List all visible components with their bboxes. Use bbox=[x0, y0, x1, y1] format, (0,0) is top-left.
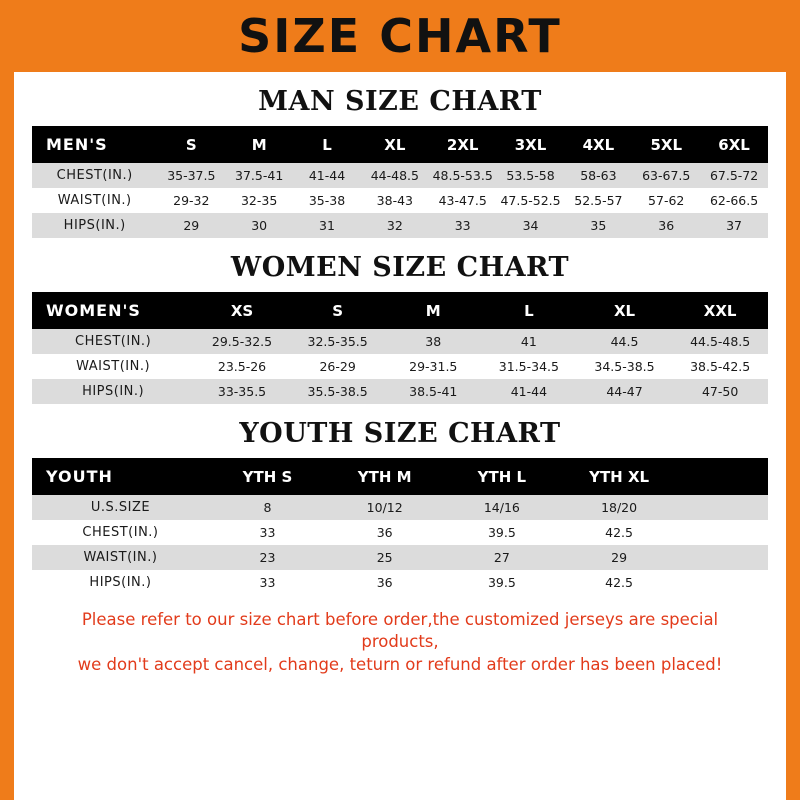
youth-chest-s: 33 bbox=[209, 520, 326, 545]
women-chest-m: 38 bbox=[385, 329, 481, 354]
women-hips-s: 35.5-38.5 bbox=[290, 379, 386, 404]
men-hips-4xl: 35 bbox=[564, 213, 632, 238]
men-table-header bbox=[32, 126, 768, 163]
men-waist-5xl: 57-62 bbox=[632, 188, 700, 213]
youth-row-label-waist: WAIST(IN.) bbox=[32, 545, 209, 570]
table-row bbox=[32, 188, 768, 213]
men-row-label-chest: CHEST(IN.) bbox=[32, 163, 157, 188]
women-chest-xxl: 44.5-48.5 bbox=[672, 329, 768, 354]
men-chest-2xl: 48.5-53.5 bbox=[429, 163, 497, 188]
table-row bbox=[32, 163, 768, 188]
women-waist-xxl: 38.5-42.5 bbox=[672, 354, 768, 379]
women-row-label-chest: CHEST(IN.) bbox=[32, 329, 194, 354]
men-header-xl: XL bbox=[361, 126, 429, 163]
table-row bbox=[32, 520, 768, 545]
women-row-label-waist: WAIST(IN.) bbox=[32, 354, 194, 379]
women-hips-xs: 33-35.5 bbox=[194, 379, 290, 404]
women-header-xl: XL bbox=[577, 292, 673, 329]
women-hips-m: 38.5-41 bbox=[385, 379, 481, 404]
youth-ussize-spacer bbox=[678, 495, 768, 520]
men-header-label: MEN'S bbox=[32, 126, 157, 163]
men-header-4xl: 4XL bbox=[564, 126, 632, 163]
youth-ussize-m: 10/12 bbox=[326, 495, 443, 520]
men-header-l: L bbox=[293, 126, 361, 163]
men-hips-6xl: 37 bbox=[700, 213, 768, 238]
men-chest-s: 35-37.5 bbox=[157, 163, 225, 188]
note-line-2: we don't accept cancel, change, teturn or refund after order has been placed! bbox=[77, 654, 723, 674]
youth-row-label-chest: CHEST(IN.) bbox=[32, 520, 209, 545]
section-title-youth: YOUTH SIZE CHART bbox=[239, 418, 561, 449]
women-chest-s: 32.5-35.5 bbox=[290, 329, 386, 354]
men-hips-m: 30 bbox=[225, 213, 293, 238]
women-waist-m: 29-31.5 bbox=[385, 354, 481, 379]
women-header-label: WOMEN'S bbox=[32, 292, 194, 329]
youth-hips-l: 39.5 bbox=[443, 570, 560, 595]
women-waist-l: 31.5-34.5 bbox=[481, 354, 577, 379]
men-hips-s: 29 bbox=[157, 213, 225, 238]
men-chest-xl: 44-48.5 bbox=[361, 163, 429, 188]
youth-row-label-hips: HIPS(IN.) bbox=[32, 570, 209, 595]
men-waist-3xl: 47.5-52.5 bbox=[497, 188, 565, 213]
women-hips-xl: 44-47 bbox=[577, 379, 673, 404]
women-waist-xl: 34.5-38.5 bbox=[577, 354, 673, 379]
men-waist-2xl: 43-47.5 bbox=[429, 188, 497, 213]
table-header-row bbox=[32, 126, 768, 163]
youth-waist-s: 23 bbox=[209, 545, 326, 570]
women-header-l: L bbox=[481, 292, 577, 329]
men-table-body bbox=[32, 163, 768, 238]
youth-header-m: YTH M bbox=[326, 458, 443, 495]
note-line-1: Please refer to our size chart before order,the customized jerseys are special products, bbox=[81, 610, 719, 652]
youth-hips-spacer bbox=[678, 570, 768, 595]
youth-waist-m: 25 bbox=[326, 545, 443, 570]
youth-ussize-l: 14/16 bbox=[443, 495, 560, 520]
men-size-table bbox=[32, 126, 768, 238]
men-row-label-hips: HIPS(IN.) bbox=[32, 213, 157, 238]
men-header-2xl: 2XL bbox=[429, 126, 497, 163]
women-size-table bbox=[32, 292, 768, 404]
table-row bbox=[32, 213, 768, 238]
youth-size-table bbox=[32, 458, 768, 595]
youth-chest-spacer bbox=[678, 520, 768, 545]
men-chest-m: 37.5-41 bbox=[225, 163, 293, 188]
men-hips-l: 31 bbox=[293, 213, 361, 238]
youth-ussize-s: 8 bbox=[209, 495, 326, 520]
men-hips-2xl: 33 bbox=[429, 213, 497, 238]
men-hips-5xl: 36 bbox=[632, 213, 700, 238]
youth-waist-l: 27 bbox=[443, 545, 560, 570]
men-header-6xl: 6XL bbox=[700, 126, 768, 163]
men-waist-l: 35-38 bbox=[293, 188, 361, 213]
women-row-label-hips: HIPS(IN.) bbox=[32, 379, 194, 404]
men-waist-m: 32-35 bbox=[225, 188, 293, 213]
men-chest-l: 41-44 bbox=[293, 163, 361, 188]
page-title: SIZE CHART bbox=[238, 9, 562, 63]
youth-header-l: YTH L bbox=[443, 458, 560, 495]
table-row bbox=[32, 329, 768, 354]
men-header-5xl: 5XL bbox=[632, 126, 700, 163]
women-chest-l: 41 bbox=[481, 329, 577, 354]
men-waist-4xl: 52.5-57 bbox=[564, 188, 632, 213]
women-header-m: M bbox=[385, 292, 481, 329]
table-header-row bbox=[32, 458, 768, 495]
youth-ussize-xl: 18/20 bbox=[560, 495, 677, 520]
section-title-men: MAN SIZE CHART bbox=[258, 86, 542, 117]
youth-waist-spacer bbox=[678, 545, 768, 570]
men-waist-s: 29-32 bbox=[157, 188, 225, 213]
youth-waist-xl: 29 bbox=[560, 545, 677, 570]
youth-chest-xl: 42.5 bbox=[560, 520, 677, 545]
youth-chest-m: 36 bbox=[326, 520, 443, 545]
youth-row-label-ussize: U.S.SIZE bbox=[32, 495, 209, 520]
youth-header-s: YTH S bbox=[209, 458, 326, 495]
men-row-label-waist: WAIST(IN.) bbox=[32, 188, 157, 213]
table-row bbox=[32, 570, 768, 595]
men-chest-4xl: 58-63 bbox=[564, 163, 632, 188]
women-hips-l: 41-44 bbox=[481, 379, 577, 404]
women-header-xxl: XXL bbox=[672, 292, 768, 329]
men-chest-6xl: 67.5-72 bbox=[700, 163, 768, 188]
youth-header-label: YOUTH bbox=[32, 458, 209, 495]
table-row bbox=[32, 545, 768, 570]
men-chest-5xl: 63-67.5 bbox=[632, 163, 700, 188]
section-title-women: WOMEN SIZE CHART bbox=[230, 252, 570, 283]
men-chest-3xl: 53.5-58 bbox=[497, 163, 565, 188]
youth-hips-m: 36 bbox=[326, 570, 443, 595]
order-policy-note bbox=[32, 609, 768, 676]
youth-chest-l: 39.5 bbox=[443, 520, 560, 545]
men-header-s: S bbox=[157, 126, 225, 163]
youth-hips-xl: 42.5 bbox=[560, 570, 677, 595]
men-waist-6xl: 62-66.5 bbox=[700, 188, 768, 213]
men-header-m: M bbox=[225, 126, 293, 163]
table-row bbox=[32, 379, 768, 404]
women-waist-s: 26-29 bbox=[290, 354, 386, 379]
men-waist-xl: 38-43 bbox=[361, 188, 429, 213]
banner bbox=[14, 0, 786, 72]
youth-table-header bbox=[32, 458, 768, 495]
youth-header-xl: YTH XL bbox=[560, 458, 677, 495]
youth-header-spacer bbox=[678, 458, 768, 495]
women-header-s: S bbox=[290, 292, 386, 329]
men-header-3xl: 3XL bbox=[497, 126, 565, 163]
youth-table-body bbox=[32, 495, 768, 595]
men-hips-xl: 32 bbox=[361, 213, 429, 238]
table-row bbox=[32, 495, 768, 520]
women-table-body bbox=[32, 329, 768, 404]
table-header-row bbox=[32, 292, 768, 329]
women-hips-xxl: 47-50 bbox=[672, 379, 768, 404]
women-table-header bbox=[32, 292, 768, 329]
youth-hips-s: 33 bbox=[209, 570, 326, 595]
women-waist-xs: 23.5-26 bbox=[194, 354, 290, 379]
women-chest-xl: 44.5 bbox=[577, 329, 673, 354]
women-header-xs: XS bbox=[194, 292, 290, 329]
men-hips-3xl: 34 bbox=[497, 213, 565, 238]
table-row bbox=[32, 354, 768, 379]
women-chest-xs: 29.5-32.5 bbox=[194, 329, 290, 354]
content bbox=[14, 86, 786, 676]
